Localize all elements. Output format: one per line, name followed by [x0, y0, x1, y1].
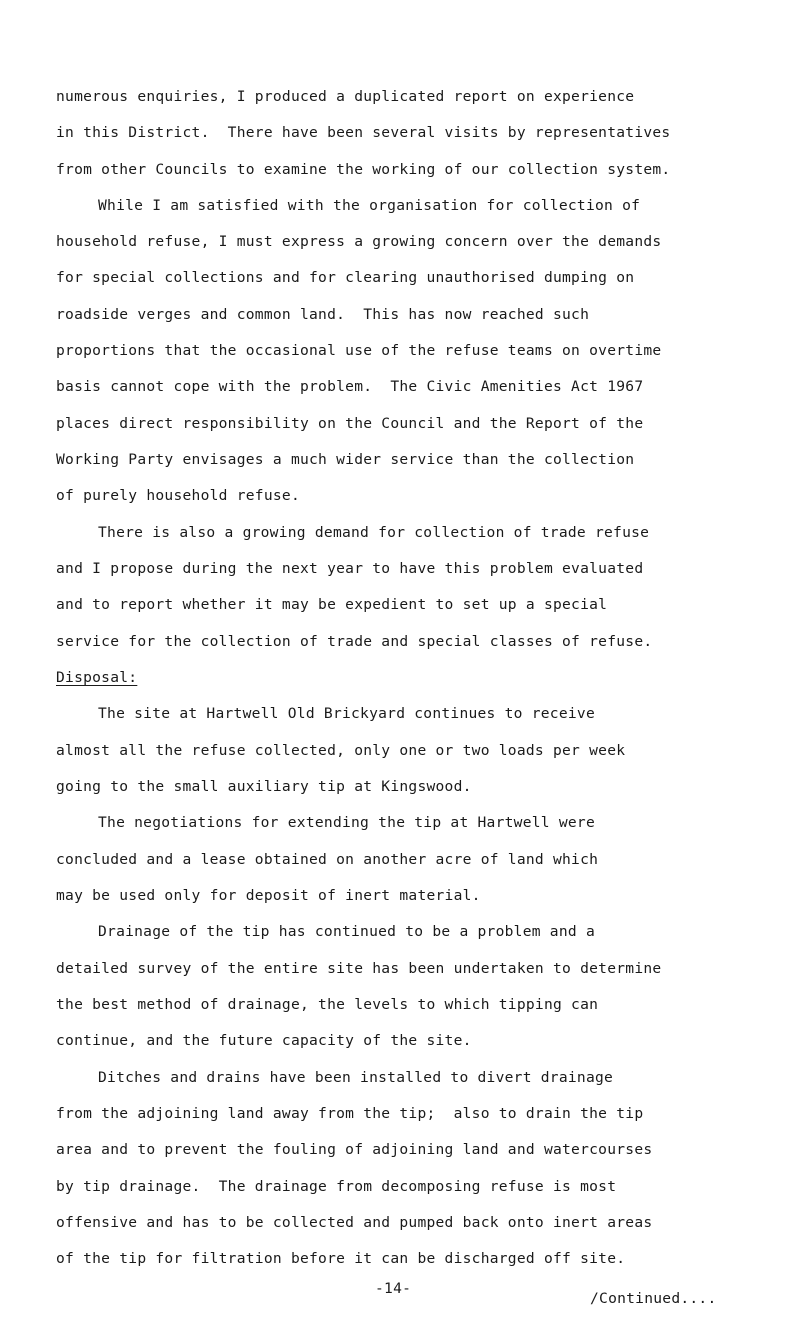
section-heading: Disposal: [56, 669, 138, 686]
text-line: places direct responsibility on the Council and the Report of the [56, 415, 644, 432]
text-line: going to the small auxiliary tip at Kingswood. [56, 778, 472, 795]
text-line: Ditches and drains have been installed to divert drainage [98, 1069, 614, 1086]
page-number: -14- [375, 1280, 412, 1297]
text-line: roadside verges and common land. This has now reached such [56, 306, 590, 323]
text-line: area and to prevent the fouling of adjoining land and watercourses [56, 1141, 653, 1158]
text-line: There is also a growing demand for collection of trade refuse [98, 524, 650, 541]
continued-note: /Continued.... [590, 1290, 717, 1307]
text-line: continue, and the future capacity of the site. [56, 1032, 472, 1049]
text-line: for special collections and for clearing unauthorised dumping on [56, 269, 635, 286]
text-line: by tip drainage. The drainage from decomposing refuse is most [56, 1178, 617, 1195]
text-line: may be used only for deposit of inert material. [56, 887, 481, 904]
text-line: proportions that the occasional use of the refuse teams on overtime [56, 342, 662, 359]
text-line: Working Party envisages a much wider service than the collection [56, 451, 635, 468]
text-line: basis cannot cope with the problem. The Civic Amenities Act 1967 [56, 378, 644, 395]
text-line: and I propose during the next year to have this problem evaluated [56, 560, 644, 577]
text-line: Drainage of the tip has continued to be a problem and a [98, 923, 595, 940]
text-line: detailed survey of the entire site has been undertaken to determine [56, 960, 662, 977]
text-line: of purely household refuse. [56, 487, 300, 504]
text-line: and to report whether it may be expedient to set up a special [56, 596, 608, 613]
text-line: of the tip for filtration before it can be discharged off site. [56, 1250, 626, 1267]
text-line: numerous enquiries, I produced a duplicated report on experience [56, 88, 635, 105]
text-line: in this District. There have been several visits by representatives [56, 124, 671, 141]
text-line: offensive and has to be collected and pumped back onto inert areas [56, 1214, 653, 1231]
text-line: The negotiations for extending the tip at Hartwell were [98, 814, 595, 831]
text-line: from other Councils to examine the working of our collection system. [56, 161, 671, 178]
text-line: the best method of drainage, the levels to which tipping can [56, 996, 599, 1013]
text-line: service for the collection of trade and special classes of refuse. [56, 633, 653, 650]
text-line: from the adjoining land away from the tip; also to drain the tip [56, 1105, 644, 1122]
text-line: almost all the refuse collected, only one or two loads per week [56, 742, 626, 759]
text-line: household refuse, I must express a growing concern over the demands [56, 233, 662, 250]
text-line: The site at Hartwell Old Brickyard continues to receive [98, 705, 595, 722]
text-line: While I am satisfied with the organisation for collection of [98, 197, 641, 214]
text-line: concluded and a lease obtained on another acre of land which [56, 851, 599, 868]
